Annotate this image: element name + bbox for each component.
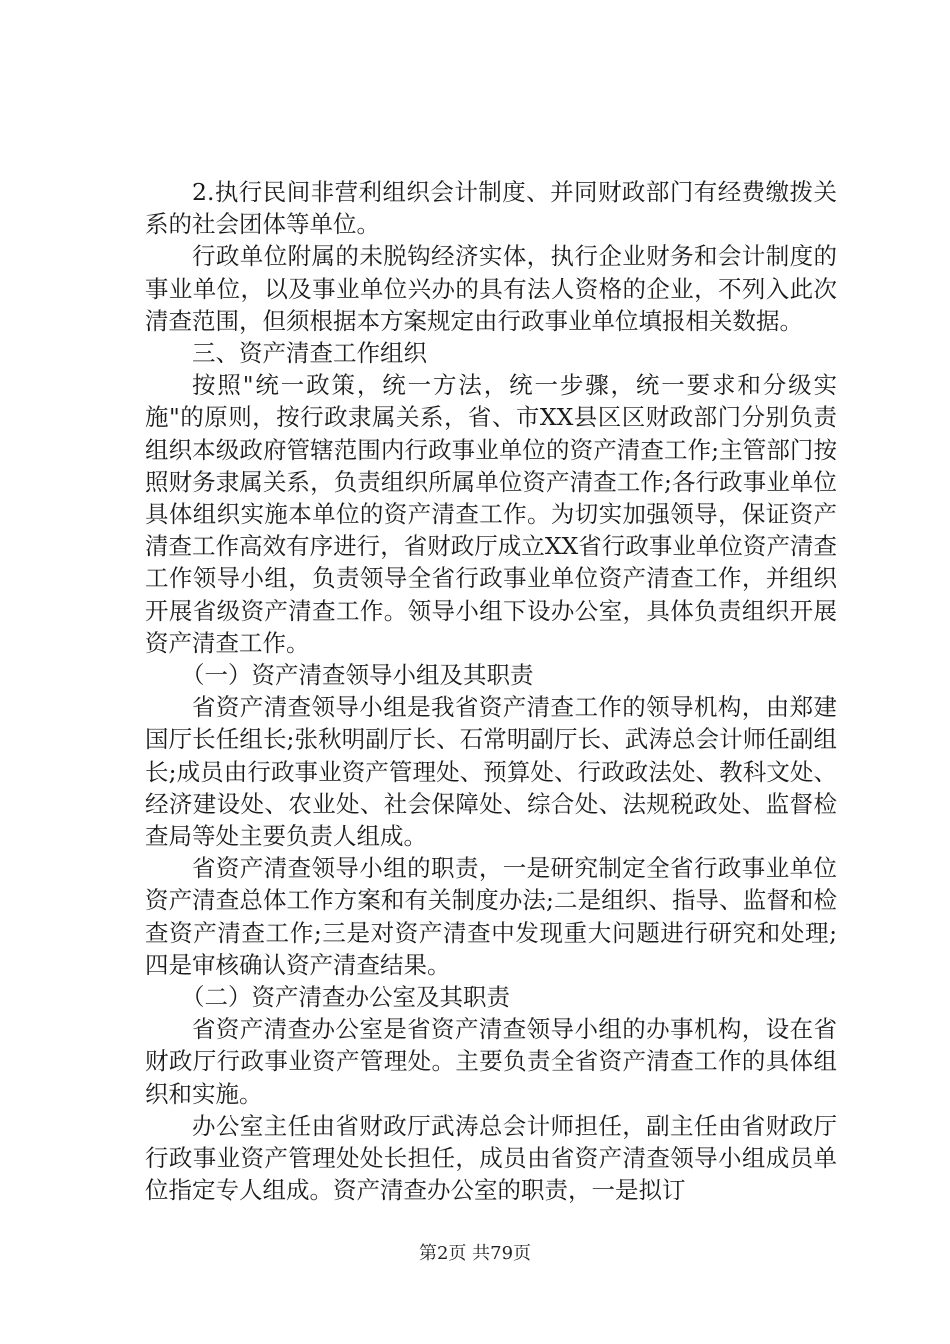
paragraph-leading-group: 省资产清查领导小组是我省资产清查工作的领导机构，由郑建国厅长任组长;张秋明副厅长、石常明副厅长、武涛总会计师任副组长;成员由行政事业资产管理处、预算处、行政政法处、教科文处、经济建设处、农业处、社会保障处、综合处、法规税政处、监督检查局等处主要负责人组成。: [145, 693, 837, 851]
paragraph-organization: 按照"统一政策，统一方法，统一步骤，统一要求和分级实施"的原则，按行政隶属关系，省、市XX县区区财政部门分别负责组织本级政府管辖范围内行政事业单位的资产清查工作;主管部门按照财务隶属关系，负责组织所属单位资产清查工作;各行政事业单位具体组织实施本单位的资产清查工作。为切实加强领导，保证资产清查工作高效有序进行，省财政厅成立XX省行政事业单位资产清查工作领导小组，负责领导全省行政事业单位资产清查工作，并组织开展省级资产清查工作。领导小组下设办公室，具体负责组织开展资产清查工作。: [145, 371, 837, 657]
paragraph-leading-group-duties: 省资产清查领导小组的职责，一是研究制定全省行政事业单位资产清查总体工作方案和有关制度办法;二是组织、指导、监督和检查资产清查工作;三是对资产清查中发现重大问题进行研究和处理;四是审核确认资产清查结果。: [145, 854, 837, 979]
paragraph-office: 省资产清查办公室是省资产清查领导小组的办事机构，设在省财政厅行政事业资产管理处。主要负责全省资产清查工作的具体组织和实施。: [145, 1015, 837, 1108]
document-body: [145, 176, 837, 1207]
paragraph-item-2: 2.执行民间非营利组织会计制度、并同财政部门有经费缴拨关系的社会团体等单位。: [145, 178, 837, 239]
paragraph-excluded-entities: 行政单位附属的未脱钩经济实体，执行企业财务和会计制度的事业单位，以及事业单位兴办的具有法人资格的企业，不列入此次清查范围，但须根据本方案规定由行政事业单位填报相关数据。: [145, 242, 837, 335]
section-heading-3: 三、资产清查工作组织: [192, 339, 427, 368]
subsection-heading-1: （一）资产清查领导小组及其职责: [181, 661, 534, 690]
subsection-heading-2: （二）资产清查办公室及其职责: [181, 983, 510, 1012]
page-number-footer: 第2页 共79页: [418, 1243, 532, 1264]
paragraph-office-members: 办公室主任由省财政厅武涛总会计师担任，副主任由省财政厅行政事业资产管理处处长担任，成员由省资产清查领导小组成员单位指定专人组成。资产清查办公室的职责，一是拟订: [145, 1111, 837, 1205]
